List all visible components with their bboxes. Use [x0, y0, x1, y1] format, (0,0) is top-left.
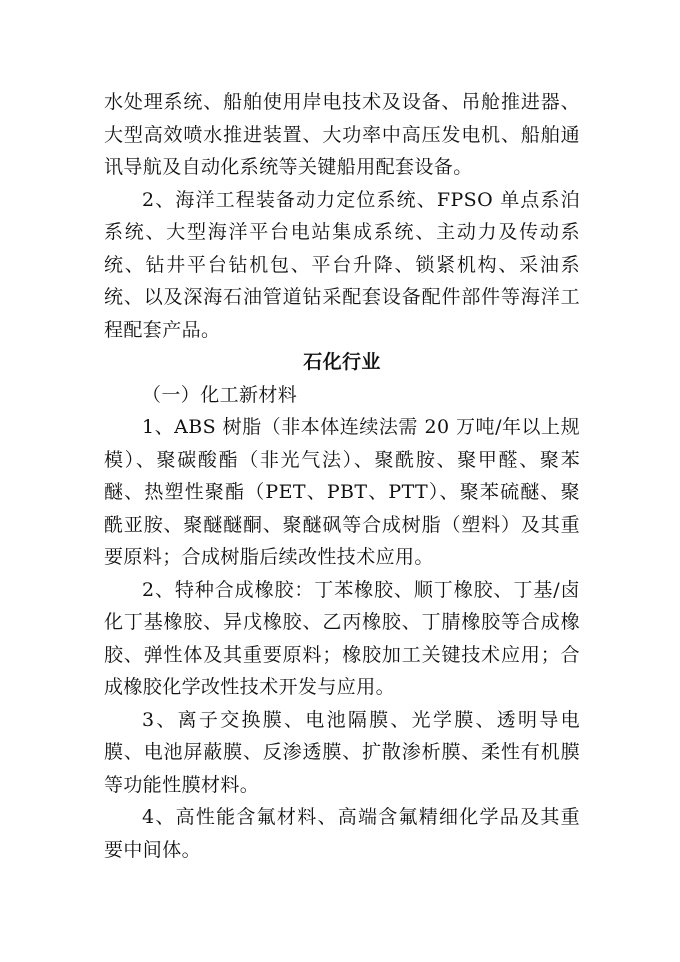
paragraph-item-2-marine: 2、海洋工程装备动力定位系统、FPSO 单点系泊系统、大型海洋平台电站集成系统、主动力及传动系统、钻井平台钻机包、平台升降、锁紧机构、采油系统、以及深海石油管道钻采配套设备配件部件等海洋工程配套产品。	[104, 188, 580, 341]
paragraph-item-1-resins: 1、ABS 树脂（非本体连续法需 20 万吨/年以上规模）、聚碳酸酯（非光气法）、聚酰胺、聚甲醛、聚苯醚、热塑性聚酯（PET、PBT、PTT）、聚苯硫醚、聚酰亚胺、聚醚醚酮、聚醚砜等合成树脂（塑料）及其重要原料；合成树脂后续改性技术应用。	[104, 416, 580, 568]
section-heading: 石化行业	[303, 351, 381, 373]
paragraph-continuation: 水处理系统、船舶使用岸电技术及设备、吊舱推进器、大型高效喷水推进装置、大功率中高压发电机、船舶通讯导航及自动化系统等关键船用配套设备。	[104, 91, 580, 178]
document-body	[104, 86, 580, 866]
subsection-heading: （一）化工新材料	[142, 383, 298, 406]
paragraph-item-3-membranes: 3、离子交换膜、电池隔膜、光学膜、透明导电膜、电池屏蔽膜、反渗透膜、扩散渗析膜、柔性有机膜等功能性膜材料。	[104, 708, 580, 796]
paragraph-item-4-fluorine: 4、高性能含氟材料、高端含氟精细化学品及其重要中间体。	[104, 806, 580, 861]
paragraph-item-2-rubber: 2、特种合成橡胶：丁苯橡胶、顺丁橡胶、丁基/卤化丁基橡胶、异戊橡胶、乙丙橡胶、丁腈橡胶等合成橡胶、弹性体及其重要原料；橡胶加工关键技术应用；合成橡胶化学改性技术开发与应用。	[104, 578, 580, 698]
